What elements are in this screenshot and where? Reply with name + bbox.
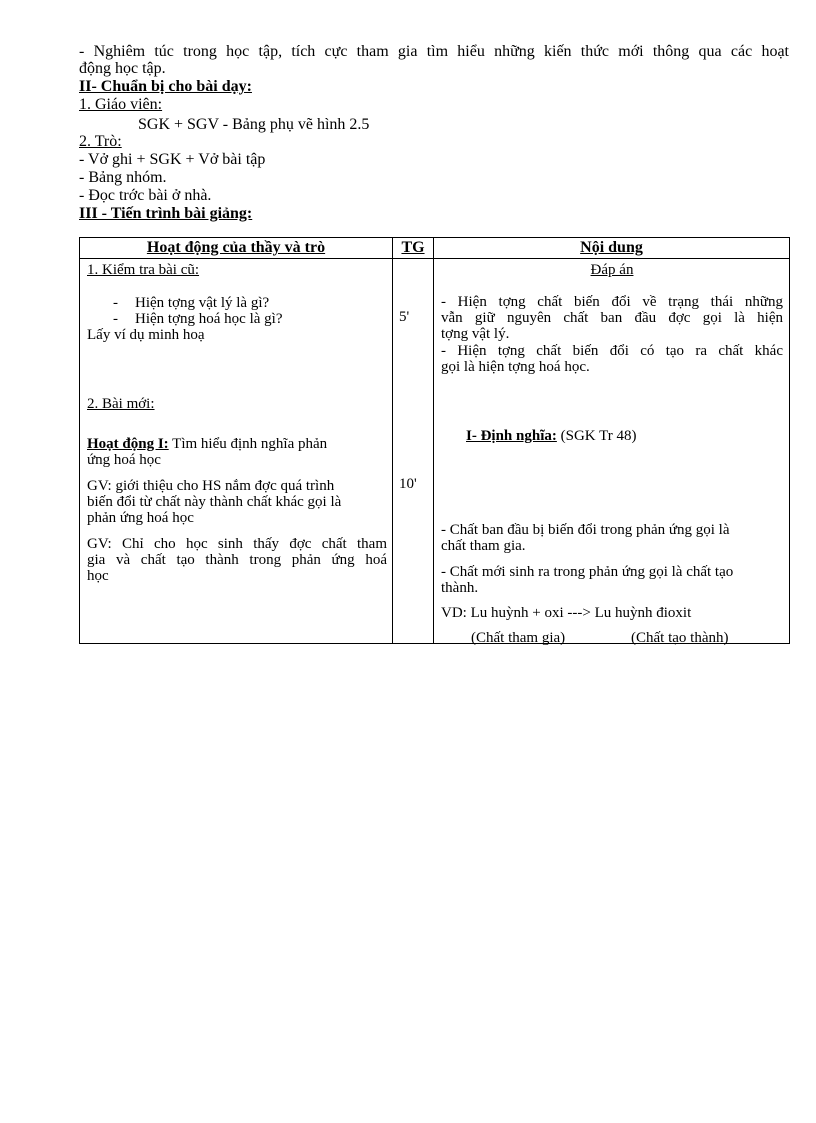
content-cell	[434, 259, 790, 644]
prep-heading: II- Chuẩn bị cho bài dạy:	[79, 78, 252, 95]
student-item: - Vở ghi + SGK + Vở bài tập	[79, 151, 266, 168]
product-line-1: - Chất mới sinh ra trong phản ứng gọi là chất tạo	[441, 564, 734, 580]
teacher-heading: 1. Giáo viên:	[79, 96, 163, 113]
product-label: (Chất tạo thành)	[631, 630, 729, 646]
gv-note-2-line-2: gia và chất tạo thành trong phản ứng hoá	[87, 552, 387, 568]
header-activities: Hoạt động của thầy và trò	[80, 238, 393, 259]
time-activity: 10'	[399, 476, 417, 492]
student-heading: 2. Trò:	[79, 133, 122, 150]
gv-note-1-line-3: phản ứng hoá học	[87, 510, 194, 526]
intro-line-2: động học tập.	[79, 60, 166, 77]
reactant-line-1: - Chất ban đầu bị biến đổi trong phản ứng gọi là	[441, 522, 730, 538]
bullet-dash: -	[113, 295, 118, 311]
reaction-example: VD: Lu huỳnh + oxi ---> Lu huỳnh đioxit	[441, 605, 692, 621]
gv-note-2-line-3: học	[87, 568, 109, 584]
definition-line	[466, 428, 636, 444]
activity-label: Hoạt động I:	[87, 436, 169, 452]
process-heading: III - Tiến trình bài giảng:	[79, 205, 253, 222]
gv-note-1-line-1: GV: giới thiệu cho HS nắm đợc quá trình	[87, 478, 335, 494]
bullet-dash: -	[113, 311, 118, 327]
student-item: - Đọc trớc bài ở nhà.	[79, 187, 212, 204]
answer-2-line-2: gọi là hiện tợng hoá học.	[441, 359, 590, 375]
activity-title: Tìm hiểu định nghĩa phản	[172, 436, 328, 452]
product-line-2: thành.	[441, 580, 479, 596]
answer-1-line-3: tợng vật lý.	[441, 326, 510, 342]
lesson-table	[79, 237, 790, 644]
definition-label: I- Định nghĩa:	[466, 428, 557, 444]
activity-line-2: ứng hoá học	[87, 452, 161, 468]
example-prompt: Lấy ví dụ minh hoạ	[87, 327, 205, 343]
answer-1-line-2: vẫn giữ nguyên chất ban đầu đợc gọi là hiện	[441, 310, 783, 326]
student-item: - Bảng nhóm.	[79, 169, 167, 186]
answer-heading: Đáp án	[590, 262, 634, 278]
table-row	[80, 259, 790, 644]
activity-line-1	[87, 436, 327, 452]
reactant-line-2: chất tham gia.	[441, 538, 526, 554]
new-lesson-heading: 2. Bài mới:	[87, 396, 155, 412]
gv-note-1-line-2: biến đổi từ chất này thành chất khác gọi là	[87, 494, 342, 510]
question-physical: Hiện tợng vật lý là gì?	[135, 295, 270, 311]
activities-cell	[80, 259, 393, 644]
question-chemical: Hiện tợng hoá học là gì?	[135, 311, 283, 327]
header-time: TG	[393, 238, 434, 259]
time-cell	[393, 259, 434, 644]
gv-note-2-line-1: GV: Chỉ cho học sinh thấy đợc chất tham	[87, 536, 387, 552]
definition-reference: (SGK Tr 48)	[560, 428, 637, 444]
teacher-item: SGK + SGV - Bảng phụ vẽ hình 2.5	[138, 116, 370, 133]
header-content: Nội dung	[434, 238, 790, 259]
answer-1-line-1: - Hiện tợng chất biến đổi về trạng thái những	[441, 294, 783, 310]
reactant-label: (Chất tham gia)	[471, 630, 566, 646]
old-lesson-review-heading: 1. Kiểm tra bài cũ:	[87, 262, 200, 278]
answer-2-line-1: - Hiện tợng chất biến đổi có tạo ra chất khác	[441, 343, 783, 359]
table-header-row	[80, 238, 790, 259]
intro-line-1: - Nghiêm túc trong học tập, tích cực tham gia tìm hiểu những kiến thức mới thông qua các hoạt	[79, 43, 789, 60]
time-review: 5'	[399, 309, 410, 325]
